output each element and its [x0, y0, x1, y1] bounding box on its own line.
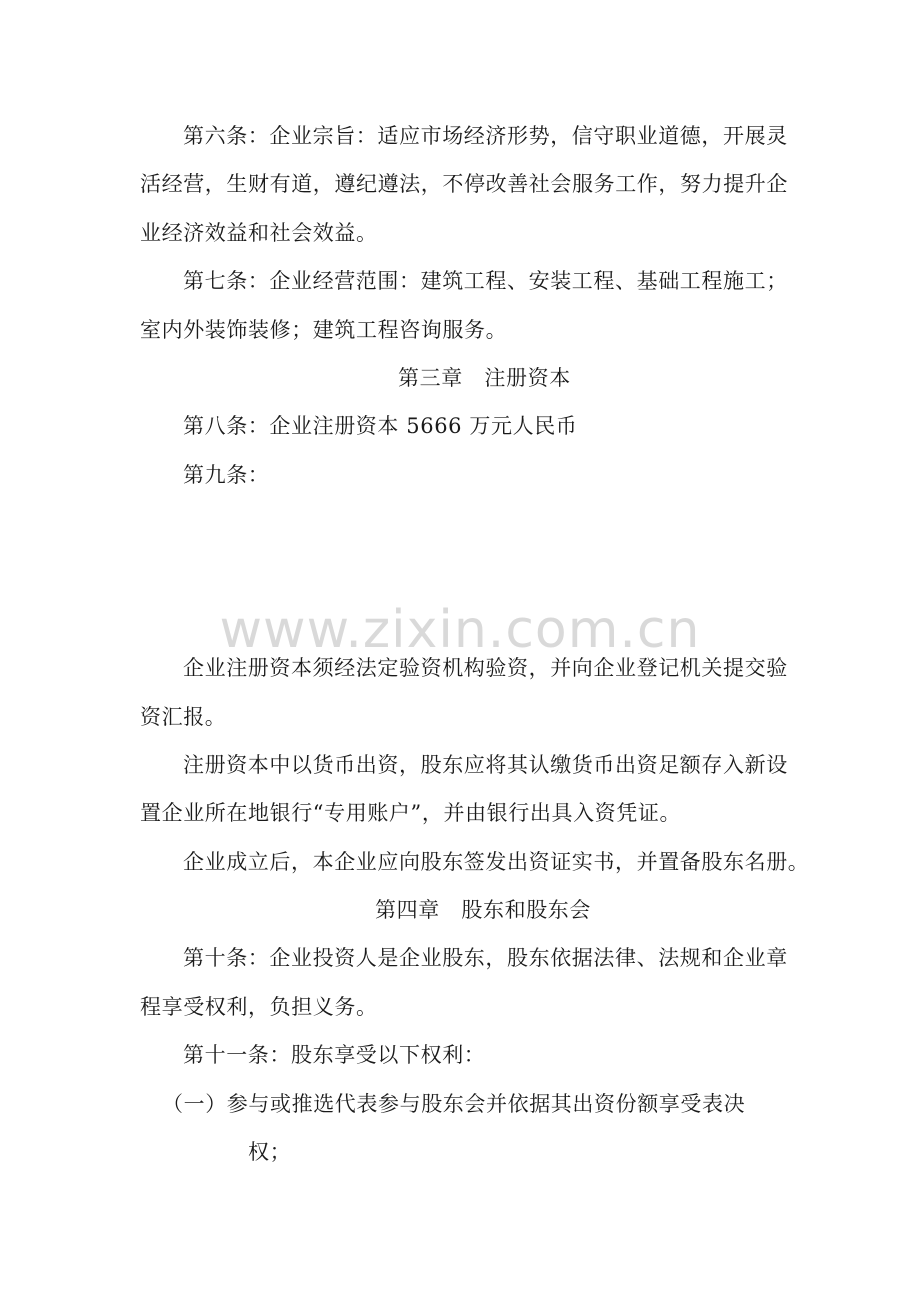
article-6-line-1: 第六条：企业宗旨：适应市场经济形势，信守职业道德，开展灵: [183, 124, 788, 148]
article-8: 第八条：企业注册资本 5666 万元人民币: [183, 414, 578, 438]
article-11: 第十一条：股东享受以下权利：: [183, 1043, 486, 1067]
para-currency-line-2: 置企业所在地银行“专用账户”，并由银行出具入资凭证。: [140, 801, 682, 825]
article-10-line-2: 程享受权利，负担义务。: [140, 995, 378, 1019]
para-certificate: 企业成立后，本企业应向股东签发出资证实书，并置备股东名册。: [183, 850, 810, 874]
article-10-line-1: 第十条：企业投资人是企业股东，股东依据法律、法规和企业章: [183, 946, 788, 970]
para-verification-line-1: 企业注册资本须经法定验资机构验资，并向企业登记机关提交验: [183, 656, 788, 680]
article-6-line-2: 活经营，生财有道，遵纪遵法，不停改善社会服务工作，努力提升企: [140, 172, 788, 196]
item-1-line-2: 权；: [248, 1140, 292, 1164]
item-1-line-1: （一）参与或推选代表参与股东会并依据其出资份额享受表决: [162, 1092, 746, 1116]
chapter-4-heading: 第四章 股东和股东会: [375, 898, 591, 922]
para-currency-line-1: 注册资本中以货币出资，股东应将其认缴货币出资足额存入新设: [183, 753, 788, 777]
chapter-3-heading: 第三章 注册资本: [398, 366, 571, 390]
article-7-line-1: 第七条：企业经营范围：建筑工程、安装工程、基础工程施工；: [183, 269, 788, 293]
para-verification-line-2: 资汇报。: [140, 705, 227, 729]
article-9: 第九条：: [183, 463, 270, 487]
article-6-line-3: 业经济效益和社会效益。: [140, 221, 378, 245]
watermark-text: www.zixin.com.cn: [219, 600, 701, 660]
article-7-line-2: 室内外装饰装修；建筑工程咨询服务。: [140, 318, 508, 342]
